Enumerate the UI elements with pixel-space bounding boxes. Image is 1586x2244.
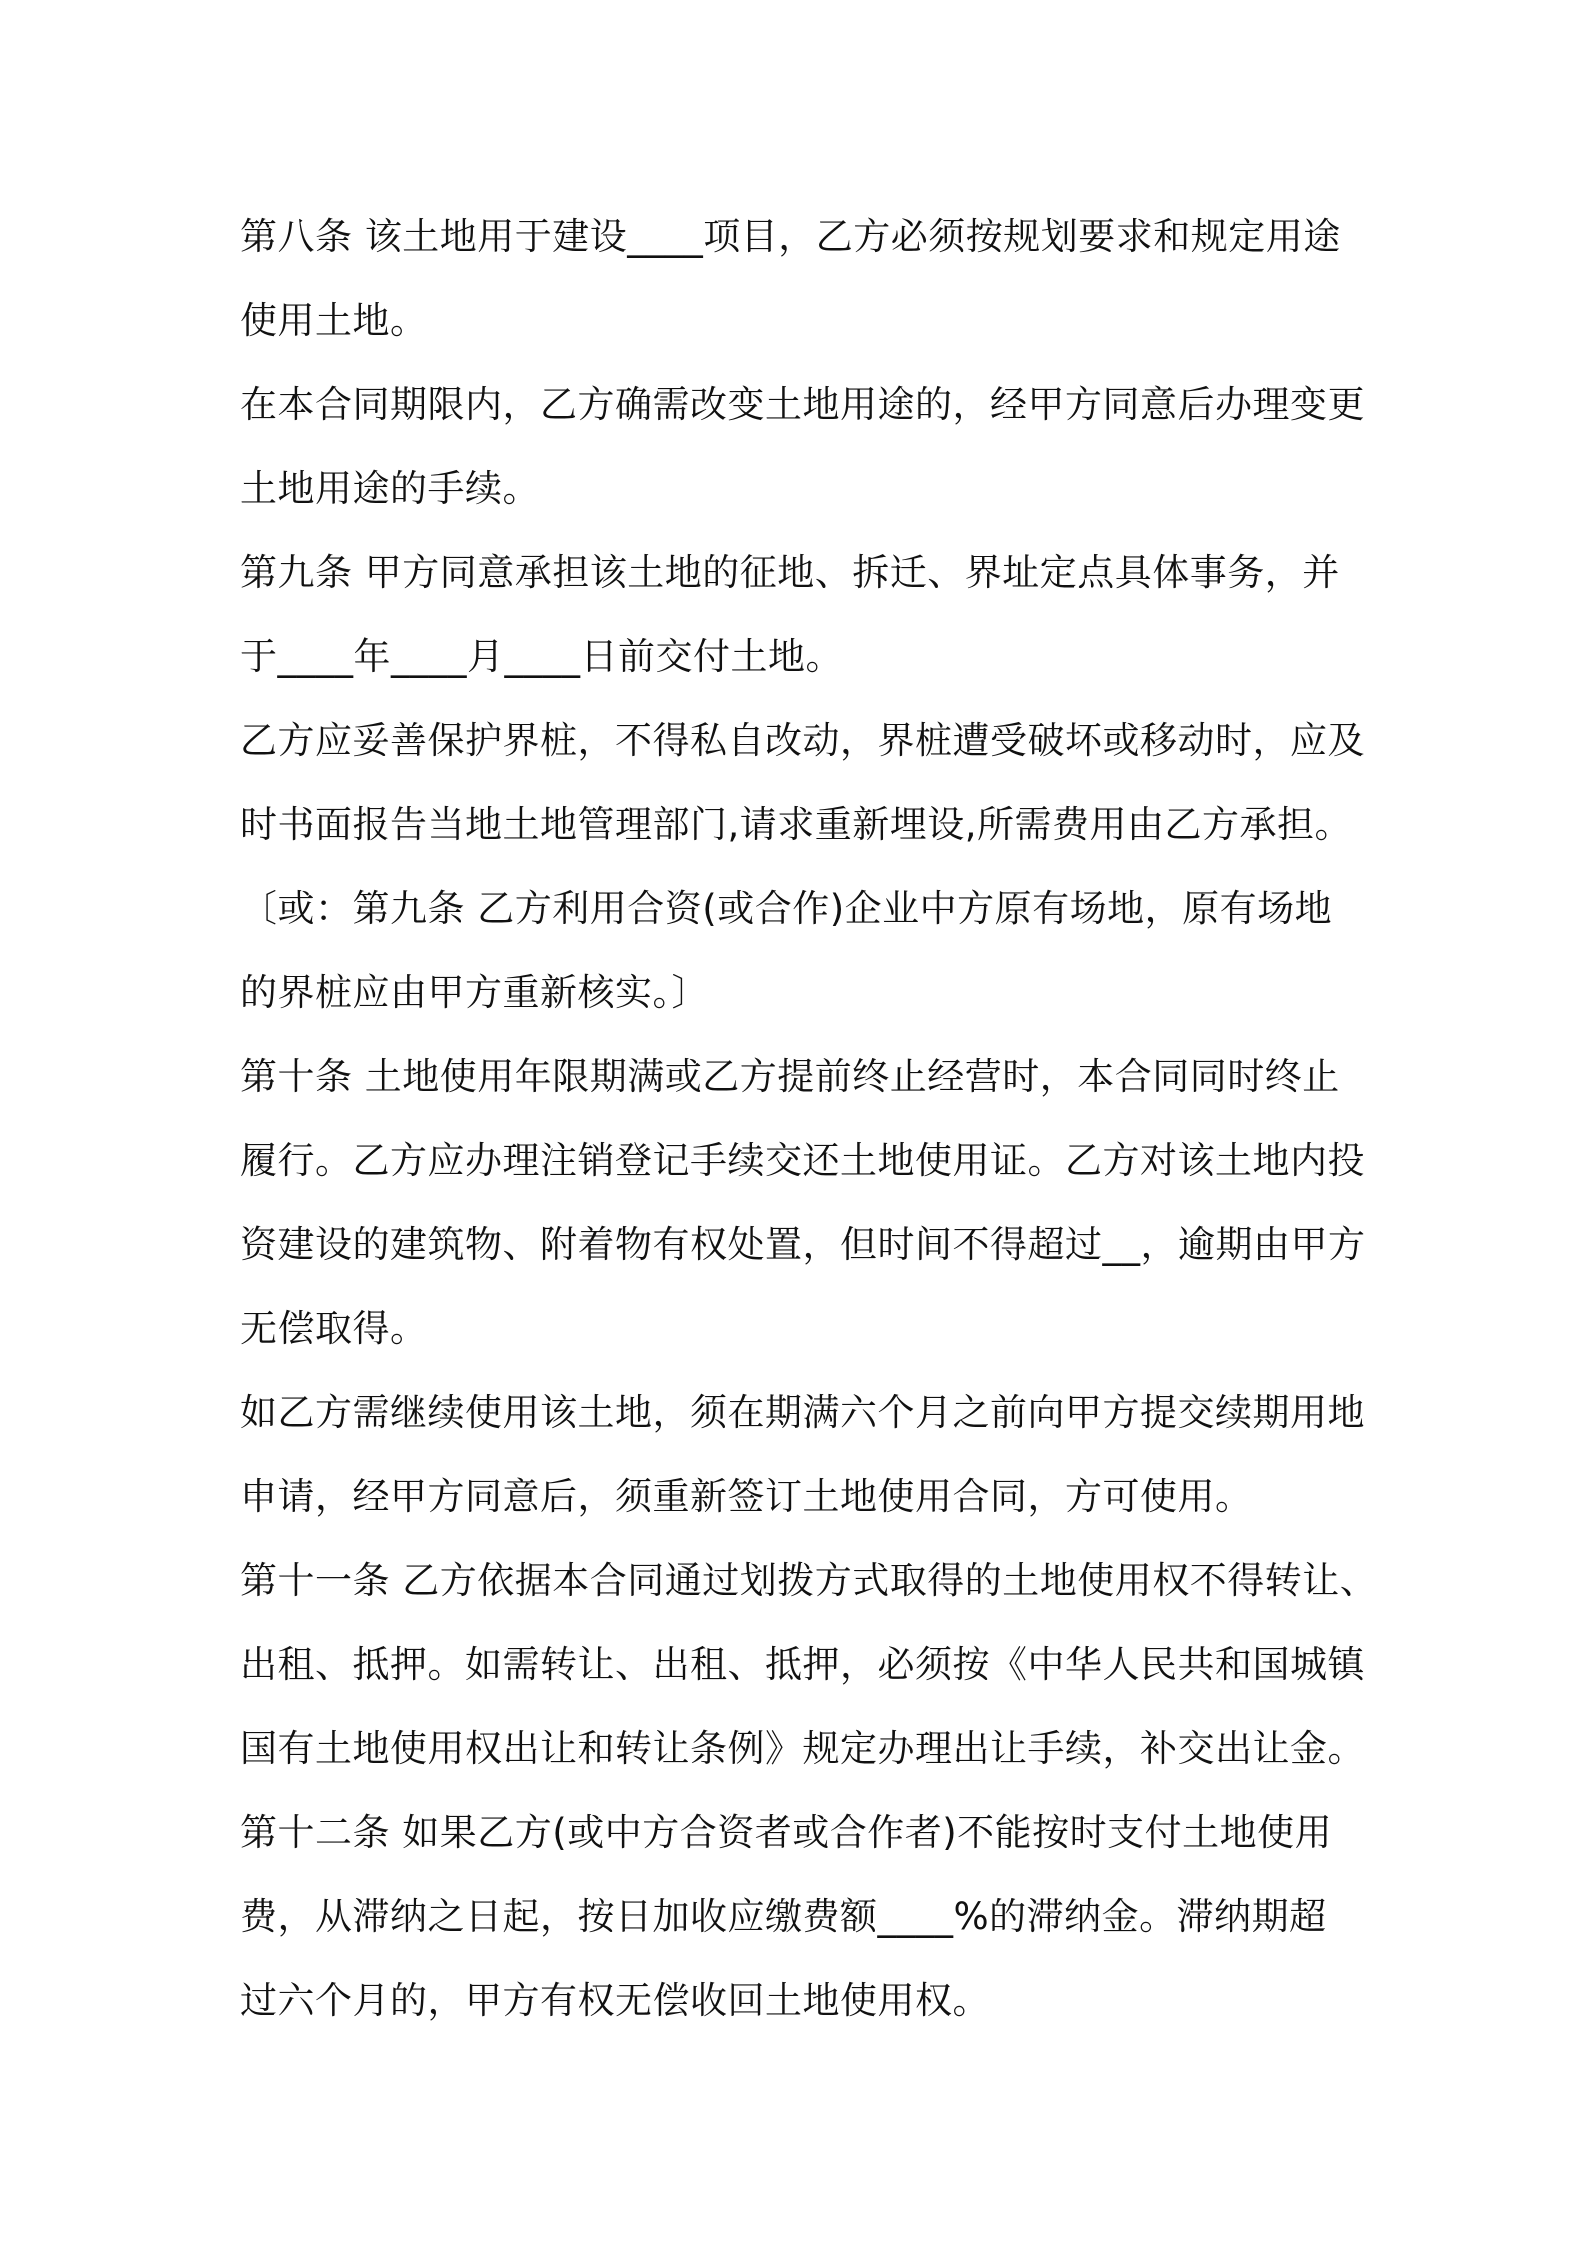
text-line: 的界桩应由甲方重新核实。〕 [240, 971, 709, 1014]
text-line: 第十一条 乙方依据本合同通过划拨方式取得的土地使用权不得转让、 [240, 1559, 1378, 1602]
text-line: 资建设的建筑物、附着物有权处置，但时间不得超过__，逾期由甲方 [240, 1223, 1366, 1266]
text-line: 时书面报告当地土地管理部门,请求重新埋设,所需费用由乙方承担。 [240, 803, 1353, 846]
text-line: 国有土地使用权出让和转让条例》规定办理出让手续，补交出让金。 [240, 1727, 1365, 1770]
text-line: 土地用途的手续。 [240, 467, 540, 510]
text-line: 第八条 该土地用于建设____项目，乙方必须按规划要求和规定用途 [240, 215, 1341, 258]
contract-body [240, 195, 1378, 2043]
text-line: 无偿取得。 [240, 1307, 428, 1350]
text-line: 使用土地。 [240, 299, 428, 342]
text-line: 于____年____月____日前交付土地。 [240, 635, 843, 678]
text-line: 如乙方需继续使用该土地，须在期满六个月之前向甲方提交续期用地 [240, 1391, 1365, 1434]
text-line: 第十条 土地使用年限期满或乙方提前终止经营时，本合同同时终止 [240, 1055, 1340, 1098]
text-line: 履行。乙方应办理注销登记手续交还土地使用证。乙方对该土地内投 [240, 1139, 1365, 1182]
text-line: 申请，经甲方同意后，须重新签订土地使用合同，方可使用。 [240, 1475, 1253, 1518]
text-line: 乙方应妥善保护界桩，不得私自改动，界桩遭受破坏或移动时，应及 [240, 719, 1365, 762]
text-line: 第十二条 如果乙方(或中方合资者或合作者)不能按时支付土地使用 [240, 1811, 1333, 1854]
text-line: 过六个月的，甲方有权无偿收回土地使用权。 [240, 1979, 990, 2022]
text-line: 第九条 甲方同意承担该土地的征地、拆迁、界址定点具体事务，并 [240, 551, 1340, 594]
text-line: 费，从滞纳之日起，按日加收应缴费额____%的滞纳金。滞纳期超 [240, 1895, 1327, 1938]
text-line: 〔或：第九条 乙方利用合资(或合作)企业中方原有场地，原有场地 [240, 887, 1333, 930]
text-line: 在本合同期限内，乙方确需改变土地用途的，经甲方同意后办理变更 [240, 383, 1365, 426]
text-line: 出租、抵押。如需转让、出租、抵押，必须按《中华人民共和国城镇 [240, 1643, 1365, 1686]
